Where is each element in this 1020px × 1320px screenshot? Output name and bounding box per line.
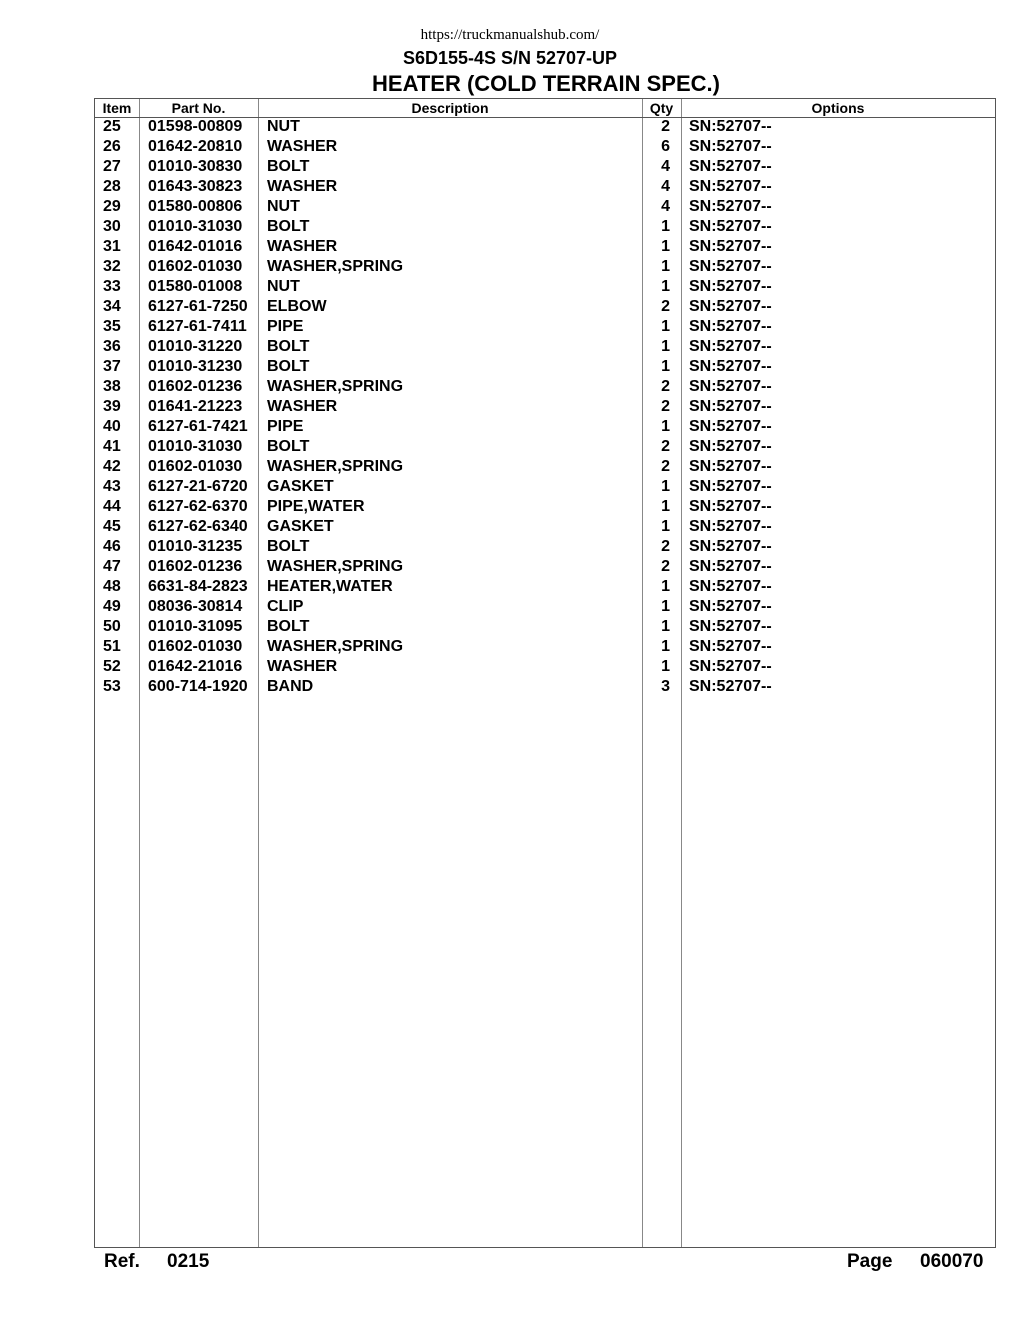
part-number-cell: 6631-84-2823 <box>148 578 248 595</box>
options-cell: SN:52707-- <box>689 398 772 415</box>
options-cell: SN:52707-- <box>689 278 772 295</box>
item-number-cell: 41 <box>103 438 121 455</box>
part-description-cell: WASHER <box>267 398 338 415</box>
quantity-cell: 2 <box>661 398 670 415</box>
item-number-cell: 36 <box>103 338 121 355</box>
part-number-cell: 01010-31030 <box>148 218 243 235</box>
part-number-cell: 01642-21016 <box>148 658 243 675</box>
part-description-cell: BOLT <box>267 158 310 175</box>
part-description-cell: BOLT <box>267 538 310 555</box>
part-number-cell: 01602-01030 <box>148 638 243 655</box>
table-row <box>95 597 995 617</box>
part-number-cell: 01642-01016 <box>148 238 243 255</box>
options-cell: SN:52707-- <box>689 318 772 335</box>
part-description-cell: BAND <box>267 678 314 695</box>
part-description-cell: WASHER,SPRING <box>267 558 404 575</box>
item-number-cell: 50 <box>103 618 121 635</box>
item-number-cell: 45 <box>103 518 121 535</box>
options-cell: SN:52707-- <box>689 658 772 675</box>
table-row <box>95 457 995 477</box>
options-cell: SN:52707-- <box>689 418 772 435</box>
options-cell: SN:52707-- <box>689 598 772 615</box>
table-row <box>95 537 995 557</box>
quantity-cell: 2 <box>661 118 670 135</box>
part-description-cell: PIPE,WATER <box>267 498 365 515</box>
item-number-cell: 27 <box>103 158 121 175</box>
item-number-cell: 35 <box>103 318 121 335</box>
part-number-cell: 6127-61-7411 <box>148 318 247 335</box>
part-description-cell: PIPE <box>267 318 304 335</box>
options-cell: SN:52707-- <box>689 618 772 635</box>
item-number-cell: 37 <box>103 358 121 375</box>
table-row <box>95 517 995 537</box>
table-row <box>95 197 995 217</box>
quantity-cell: 1 <box>661 578 670 595</box>
page-number: 060070 <box>920 1251 984 1272</box>
parts-table <box>94 98 996 1248</box>
table-row <box>95 557 995 577</box>
part-description-cell: WASHER <box>267 138 338 155</box>
item-number-cell: 29 <box>103 198 121 215</box>
part-description-cell: NUT <box>267 118 300 135</box>
item-number-cell: 32 <box>103 258 121 275</box>
item-number-cell: 43 <box>103 478 121 495</box>
options-cell: SN:52707-- <box>689 178 772 195</box>
part-description-cell: BOLT <box>267 438 310 455</box>
part-description-cell: GASKET <box>267 478 334 495</box>
quantity-cell: 6 <box>661 138 670 155</box>
table-row <box>95 137 995 157</box>
table-row <box>95 237 995 257</box>
column-header-item: Item <box>102 100 132 116</box>
part-number-cell: 6127-61-7250 <box>148 298 248 315</box>
item-number-cell: 51 <box>103 638 121 655</box>
table-row <box>95 217 995 237</box>
item-number-cell: 31 <box>103 238 121 255</box>
quantity-cell: 1 <box>661 618 670 635</box>
source-url[interactable]: https://truckmanualshub.com/ <box>420 27 600 43</box>
quantity-cell: 2 <box>661 558 670 575</box>
table-row <box>95 257 995 277</box>
quantity-cell: 1 <box>661 598 670 615</box>
part-description-cell: NUT <box>267 278 300 295</box>
part-description-cell: WASHER,SPRING <box>267 258 404 275</box>
item-number-cell: 47 <box>103 558 121 575</box>
options-cell: SN:52707-- <box>689 678 772 695</box>
options-cell: SN:52707-- <box>689 238 772 255</box>
item-number-cell: 53 <box>103 678 121 695</box>
options-cell: SN:52707-- <box>689 518 772 535</box>
ref-value: 0215 <box>167 1251 210 1272</box>
options-cell: SN:52707-- <box>689 258 772 275</box>
options-cell: SN:52707-- <box>689 378 772 395</box>
quantity-cell: 1 <box>661 338 670 355</box>
options-cell: SN:52707-- <box>689 638 772 655</box>
table-row <box>95 677 995 697</box>
item-number-cell: 38 <box>103 378 121 395</box>
item-number-cell: 34 <box>103 298 121 315</box>
part-number-cell: 01580-01008 <box>148 278 243 295</box>
column-header-description: Description <box>411 100 489 116</box>
table-row <box>95 397 995 417</box>
quantity-cell: 2 <box>661 378 670 395</box>
table-row <box>95 377 995 397</box>
quantity-cell: 1 <box>661 638 670 655</box>
ref-label: Ref. <box>104 1251 140 1272</box>
item-number-cell: 25 <box>103 118 121 135</box>
options-cell: SN:52707-- <box>689 578 772 595</box>
options-cell: SN:52707-- <box>689 498 772 515</box>
part-number-cell: 6127-21-6720 <box>148 478 248 495</box>
table-row <box>95 437 995 457</box>
part-number-cell: 01602-01030 <box>148 258 243 275</box>
table-row <box>95 637 995 657</box>
item-number-cell: 44 <box>103 498 121 515</box>
part-description-cell: CLIP <box>267 598 304 615</box>
item-number-cell: 46 <box>103 538 121 555</box>
part-description-cell: GASKET <box>267 518 334 535</box>
quantity-cell: 1 <box>661 358 670 375</box>
part-number-cell: 01010-31230 <box>148 358 243 375</box>
quantity-cell: 1 <box>661 218 670 235</box>
options-cell: SN:52707-- <box>689 458 772 475</box>
options-cell: SN:52707-- <box>689 538 772 555</box>
item-number-cell: 49 <box>103 598 121 615</box>
options-cell: SN:52707-- <box>689 358 772 375</box>
column-header-options: Options <box>811 100 865 116</box>
part-number-cell: 01010-31220 <box>148 338 243 355</box>
part-description-cell: BOLT <box>267 358 310 375</box>
quantity-cell: 1 <box>661 658 670 675</box>
part-description-cell: WASHER <box>267 178 338 195</box>
model-serial-heading: S6D155-4S S/N 52707-UP <box>402 48 618 68</box>
table-row <box>95 177 995 197</box>
item-number-cell: 40 <box>103 418 121 435</box>
part-number-cell: 600-714-1920 <box>148 678 248 695</box>
part-number-cell: 01643-30823 <box>148 178 243 195</box>
options-cell: SN:52707-- <box>689 478 772 495</box>
table-row <box>95 417 995 437</box>
part-number-cell: 01010-31095 <box>148 618 243 635</box>
options-cell: SN:52707-- <box>689 438 772 455</box>
part-number-cell: 01580-00806 <box>148 198 243 215</box>
options-cell: SN:52707-- <box>689 298 772 315</box>
quantity-cell: 4 <box>661 198 670 215</box>
options-cell: SN:52707-- <box>689 158 772 175</box>
part-description-cell: ELBOW <box>267 298 327 315</box>
part-number-cell: 01010-31235 <box>148 538 243 555</box>
table-row <box>95 297 995 317</box>
part-description-cell: WASHER,SPRING <box>267 638 404 655</box>
part-description-cell: WASHER,SPRING <box>267 458 404 475</box>
quantity-cell: 2 <box>661 298 670 315</box>
quantity-cell: 1 <box>661 278 670 295</box>
quantity-cell: 4 <box>661 178 670 195</box>
quantity-cell: 3 <box>661 678 670 695</box>
item-number-cell: 39 <box>103 398 121 415</box>
page-label: Page <box>847 1251 893 1272</box>
part-description-cell: WASHER,SPRING <box>267 378 404 395</box>
table-row <box>95 657 995 677</box>
table-row <box>95 577 995 597</box>
quantity-cell: 1 <box>661 498 670 515</box>
table-row <box>95 157 995 177</box>
part-number-cell: 6127-61-7421 <box>148 418 248 435</box>
table-row <box>95 277 995 297</box>
quantity-cell: 2 <box>661 438 670 455</box>
quantity-cell: 1 <box>661 518 670 535</box>
part-description-cell: HEATER,WATER <box>267 578 393 595</box>
item-number-cell: 52 <box>103 658 121 675</box>
table-row <box>95 497 995 517</box>
page-title: HEATER (COLD TERRAIN SPEC.) <box>372 71 720 96</box>
part-number-cell: 01602-01030 <box>148 458 243 475</box>
table-row <box>95 337 995 357</box>
options-cell: SN:52707-- <box>689 558 772 575</box>
part-description-cell: PIPE <box>267 418 304 435</box>
table-row <box>95 477 995 497</box>
quantity-cell: 1 <box>661 418 670 435</box>
part-number-cell: 01602-01236 <box>148 558 243 575</box>
part-number-cell: 01642-20810 <box>148 138 243 155</box>
options-cell: SN:52707-- <box>689 138 772 155</box>
part-description-cell: BOLT <box>267 618 310 635</box>
item-number-cell: 28 <box>103 178 121 195</box>
part-number-cell: 01010-31030 <box>148 438 243 455</box>
item-number-cell: 30 <box>103 218 121 235</box>
table-body <box>95 117 995 697</box>
part-number-cell: 6127-62-6370 <box>148 498 248 515</box>
item-number-cell: 42 <box>103 458 121 475</box>
options-cell: SN:52707-- <box>689 118 772 135</box>
item-number-cell: 48 <box>103 578 121 595</box>
quantity-cell: 1 <box>661 318 670 335</box>
options-cell: SN:52707-- <box>689 198 772 215</box>
item-number-cell: 33 <box>103 278 121 295</box>
table-row <box>95 617 995 637</box>
part-description-cell: WASHER <box>267 238 338 255</box>
quantity-cell: 1 <box>661 238 670 255</box>
quantity-cell: 1 <box>661 478 670 495</box>
part-number-cell: 6127-62-6340 <box>148 518 248 535</box>
part-number-cell: 01010-30830 <box>148 158 243 175</box>
part-number-cell: 01641-21223 <box>148 398 243 415</box>
quantity-cell: 1 <box>661 258 670 275</box>
quantity-cell: 2 <box>661 538 670 555</box>
part-description-cell: WASHER <box>267 658 338 675</box>
part-description-cell: BOLT <box>267 218 310 235</box>
options-cell: SN:52707-- <box>689 218 772 235</box>
part-description-cell: BOLT <box>267 338 310 355</box>
quantity-cell: 4 <box>661 158 670 175</box>
column-header-part-no: Part No. <box>171 100 226 116</box>
part-number-cell: 01602-01236 <box>148 378 243 395</box>
part-number-cell: 08036-30814 <box>148 598 243 615</box>
part-number-cell: 01598-00809 <box>148 118 243 135</box>
column-header-qty: Qty <box>649 100 674 116</box>
options-cell: SN:52707-- <box>689 338 772 355</box>
table-row <box>95 317 995 337</box>
item-number-cell: 26 <box>103 138 121 155</box>
quantity-cell: 2 <box>661 458 670 475</box>
part-description-cell: NUT <box>267 198 300 215</box>
table-row <box>95 357 995 377</box>
table-row <box>95 117 995 137</box>
